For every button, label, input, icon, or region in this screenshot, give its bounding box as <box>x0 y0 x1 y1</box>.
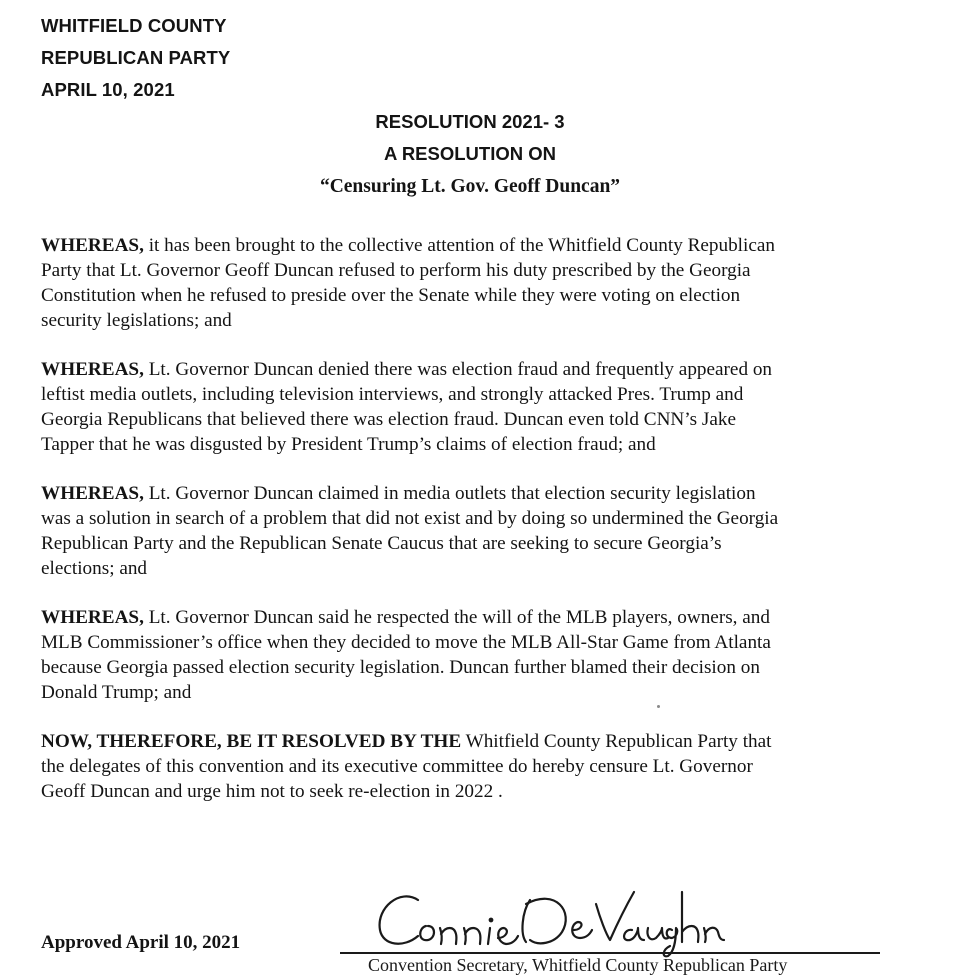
document-header <box>41 10 230 106</box>
paragraph-line: leftist media outlets, including television interviews, and strongly attacked Pres. Trump and <box>41 384 744 405</box>
paragraph-line: Lt. Governor Duncan claimed in media outlets that election security legislation <box>143 483 756 504</box>
paragraph-line: Republican Party and the Republican Senate Caucus that are seeking to secure Georgia’s <box>41 533 722 554</box>
org-name-line-2: REPUBLICAN PARTY <box>41 47 231 68</box>
paragraph-line: Geoff Duncan and urge him not to seek re-election in 2022 . <box>41 781 503 802</box>
handwritten-signature <box>370 878 730 958</box>
paragraph-line: Tapper that he was disgusted by President Trump’s claims of election fraud; and <box>41 434 656 455</box>
whereas-paragraph-2 <box>41 357 881 457</box>
resolution-number: RESOLUTION 2021- 3 <box>375 111 565 132</box>
scan-speck <box>657 705 660 708</box>
whereas-paragraph-1 <box>41 233 881 333</box>
paragraph-lead: WHEREAS, <box>41 483 144 504</box>
header-date: APRIL 10, 2021 <box>41 79 175 100</box>
whereas-paragraph-4 <box>41 605 881 705</box>
paragraph-line: Whitfield County Republican Party that <box>461 731 772 752</box>
paragraph-line: because Georgia passed election security legislation. Duncan further blamed their decision on <box>41 657 760 678</box>
paragraph-line: was a solution in search of a problem that did not exist and by doing so undermined the Georgia <box>41 508 779 529</box>
paragraph-line: Lt. Governor Duncan denied there was election fraud and frequently appeared on <box>143 359 773 380</box>
paragraph-line: security legislations; and <box>41 310 232 331</box>
whereas-paragraph-3 <box>41 481 881 581</box>
paragraph-line: MLB Commissioner’s office when they decided to move the MLB All-Star Game from Atlanta <box>41 632 771 653</box>
resolved-paragraph <box>41 729 881 804</box>
approval-date: Approved April 10, 2021 <box>41 932 241 953</box>
paragraph-line: Constitution when he refused to preside over the Senate while they were voting on election <box>41 285 741 306</box>
paragraph-lead: WHEREAS, <box>41 359 144 380</box>
resolution-topic: “Censuring Lt. Gov. Geoff Duncan” <box>319 176 621 197</box>
signature-caption: Convention Secretary, Whitfield County Republican Party <box>368 955 788 975</box>
paragraph-lead: NOW, THEREFORE, BE IT RESOLVED BY THE <box>41 731 462 752</box>
paragraph-line: Party that Lt. Governor Geoff Duncan refused to perform his duty prescribed by the Georgia <box>41 260 751 281</box>
paragraph-line: Donald Trump; and <box>41 682 192 703</box>
paragraph-lead: WHEREAS, <box>41 235 144 256</box>
paragraph-line: elections; and <box>41 558 148 579</box>
org-name-line-1: WHITFIELD COUNTY <box>41 15 227 36</box>
paragraph-line: it has been brought to the collective attention of the Whitfield County Republican <box>143 235 775 256</box>
paragraph-line: the delegates of this convention and its executive committee do hereby censure Lt. Governor <box>41 756 753 777</box>
paragraph-lead: WHEREAS, <box>41 607 144 628</box>
paragraph-line: Lt. Governor Duncan said he respected the will of the MLB players, owners, and <box>143 607 770 628</box>
resolution-body <box>41 233 881 828</box>
paragraph-line: Georgia Republicans that believed there was election fraud. Duncan even told CNN’s Jake <box>41 409 736 430</box>
resolution-title <box>0 106 940 204</box>
resolution-subtitle: A RESOLUTION ON <box>384 143 556 164</box>
